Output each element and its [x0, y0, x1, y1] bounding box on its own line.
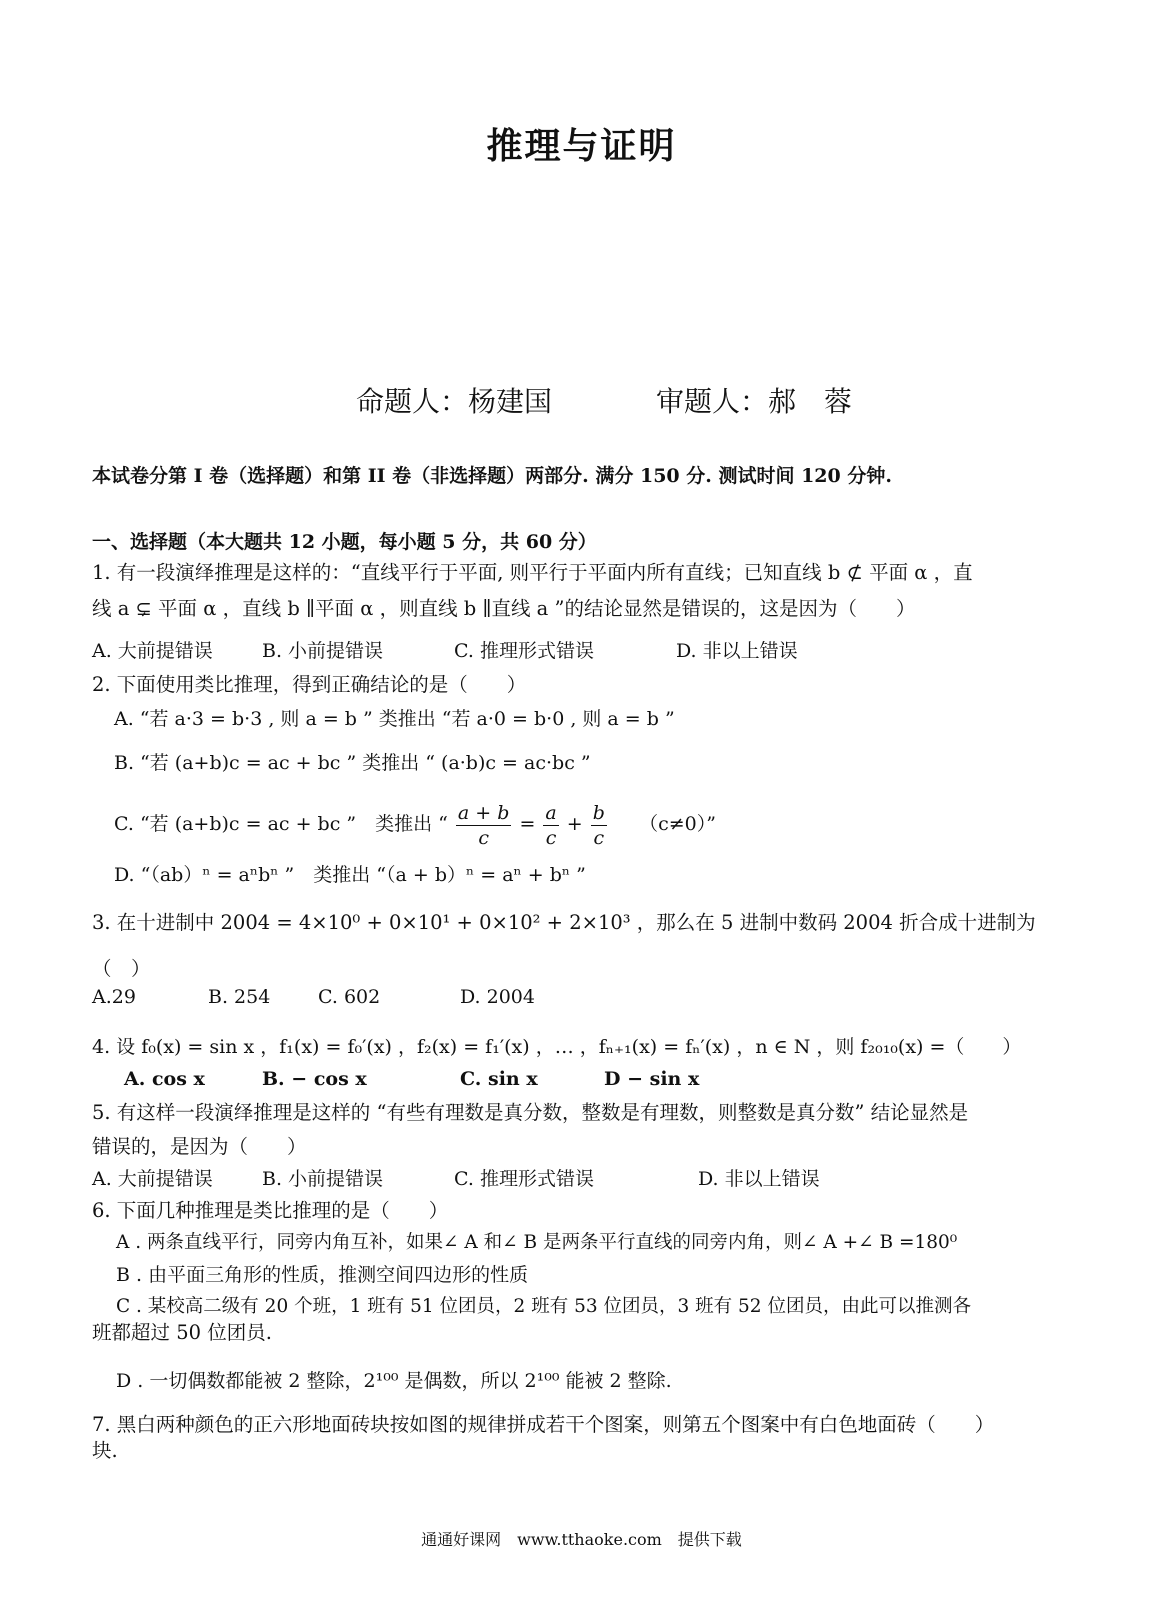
page-title: 推理与证明 [486, 125, 677, 167]
q5-option-b: B. 小前提错误 [262, 1168, 384, 1190]
q5-option-a: A. 大前提错误 [92, 1168, 213, 1190]
q6-stem: 6. 下面几种推理是类比推理的是（ ） [92, 1199, 449, 1222]
q4-option-a: A. cos x [124, 1068, 205, 1090]
q4-option-b: B. − cos x [262, 1068, 367, 1090]
q4-stem: 4. 设 f₀(x) = sin x ，f₁(x) = f₀′(x) ，f₂(x) = f₁′(x) ，… ，fₙ₊₁(x) = fₙ′(x) ，n ∈ N ，则 f₂₀₁₀(x) =（ ） [92, 1036, 1022, 1058]
q1-line1: 1. 有一段演绎推理是这样的：“直线平行于平面, 则平行于平面内所有直线；已知直线 b ⊄ 平面 α ，直 [92, 561, 973, 584]
footer-source: 通通好课网 www.tthaoke.com 提供下载 [421, 1530, 742, 1549]
q5-line2: 错误的，是因为（ ） [92, 1135, 307, 1158]
q2-option-a: A. “若 a·3 = b·3 , 则 a = b ” 类推出 “若 a·0 = b·0 , 则 a = b ” [114, 708, 675, 730]
fraction: $\frac{a}{c}$ [545, 801, 557, 849]
reviewer: 审题人：郝 蓉 [656, 385, 853, 418]
q1-line2: 线 a ⊊ 平面 α ，直线 b ∥平面 α ，则直线 b ∥直线 a ”的结论显然是错误的，这是因为（ ） [92, 597, 916, 620]
q3-line1: 3. 在十进制中 2004 = 4×10⁰ + 0×10¹ + 0×10² + 2×10³ ，那么在 5 进制中数码 2004 折合成十进制为 [92, 911, 1036, 934]
q2-option-b: B. “若 (a+b)c = ac + bc ” 类推出 “ (a·b)c = ac·bc ” [114, 752, 591, 774]
exam-intro: 本试卷分第 I 卷（选择题）和第 II 卷（非选择题）两部分. 满分 150 分. 测试时间 120 分钟. [92, 465, 892, 487]
q3-option-d: D. 2004 [460, 986, 535, 1008]
fraction: $\frac{a + b}{c}$ [457, 801, 510, 849]
q2-option-c-right: （c≠0）” [639, 813, 716, 835]
q2-option-d: D. “（ab）ⁿ = aⁿbⁿ ” 类推出 “（a + b）ⁿ = aⁿ + bⁿ ” [114, 864, 586, 886]
q5-option-d: D. 非以上错误 [698, 1168, 820, 1190]
proposer: 命题人：杨建国 [356, 385, 553, 418]
q3-option-c: C. 602 [318, 986, 381, 1008]
q6-option-d: D . 一切偶数都能被 2 整除，2¹⁰⁰ 是偶数，所以 2¹⁰⁰ 能被 2 整除. [116, 1370, 672, 1392]
q6-option-c-line1: C . 某校高二级有 20 个班，1 班有 51 位团员，2 班有 53 位团员，3 班有 52 位团员，由此可以推测各 [116, 1296, 971, 1317]
q1-option-d: D. 非以上错误 [676, 640, 798, 662]
q7-line1: 7. 黑白两种颜色的正六形地面砖块按如图的规律拼成若干个图案，则第五个图案中有白色地面砖（ ） [92, 1413, 995, 1436]
fraction: $\frac{b}{c}$ [592, 801, 605, 849]
q6-option-b: B . 由平面三角形的性质，推测空间四边形的性质 [116, 1264, 529, 1286]
q1-option-b: B. 小前提错误 [262, 640, 384, 662]
q3-line2: （ ） [92, 957, 151, 980]
q2-stem: 2. 下面使用类比推理，得到正确结论的是（ ） [92, 673, 527, 696]
q2-option-c-left: C. “若 (a+b)c = ac + bc ” 类推出 “ [114, 813, 448, 835]
q6-option-c-line2: 班都超过 50 位团员. [92, 1321, 272, 1344]
section-heading: 一、选择题（本大题共 12 小题，每小题 5 分，共 60 分） [92, 531, 597, 553]
q6-option-a: A . 两条直线平行，同旁内角互补，如果∠ A 和∠ B 是两条平行直线的同旁内角，则∠ A +∠ B =180⁰ [116, 1232, 958, 1253]
q7-line2: 块. [92, 1439, 118, 1462]
q1-option-c: C. 推理形式错误 [454, 640, 594, 662]
q4-option-d: D − sin x [604, 1068, 700, 1090]
q4-option-c: C. sin x [460, 1068, 538, 1090]
q1-option-a: A. 大前提错误 [92, 640, 213, 662]
q3-option-b: B. 254 [208, 986, 271, 1008]
q3-option-a: A.29 [92, 986, 136, 1008]
q5-line1: 5. 有这样一段演绎推理是这样的 “有些有理数是真分数，整数是有理数，则整数是真分数” 结论显然是 [92, 1101, 969, 1124]
q2-option-c: C. “若 (a+b)c = ac + bc ” 类推出 “ $\frac{a + b}{c}$ = $\frac{a}{c}$ + $\frac{b}{c}$ （c≠0）” [114, 801, 716, 849]
q5-option-c: C. 推理形式错误 [454, 1168, 594, 1190]
